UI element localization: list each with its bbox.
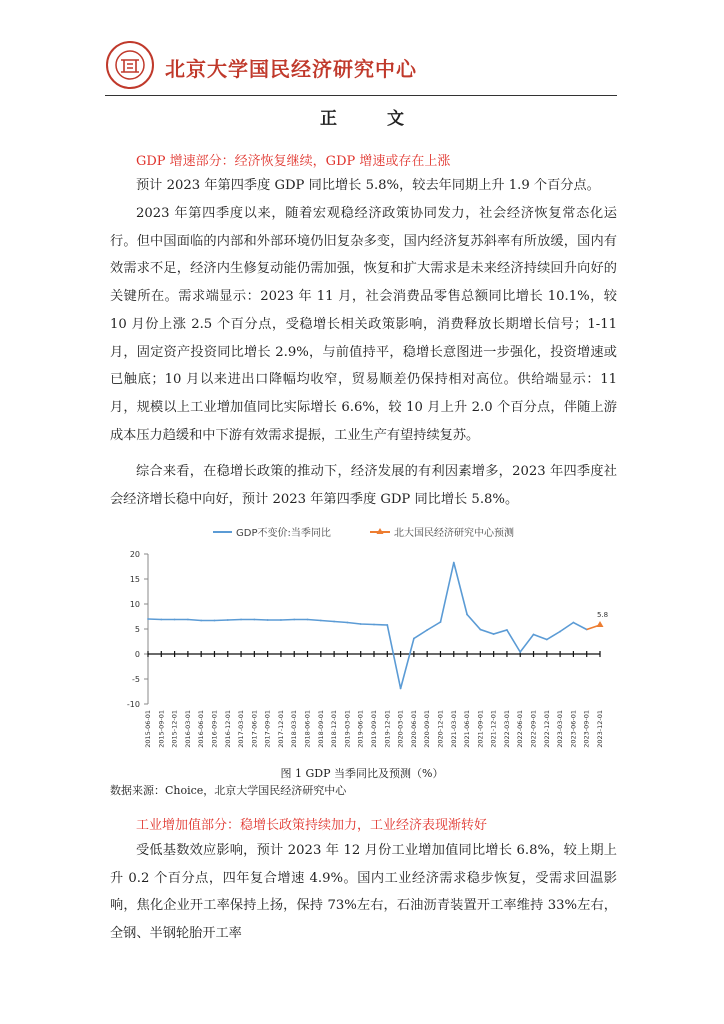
series-actual-point bbox=[293, 619, 295, 621]
x-tick-label: 2017-12-01 bbox=[276, 710, 285, 748]
gdp-chart bbox=[108, 518, 618, 768]
header-divider bbox=[105, 95, 617, 96]
series-actual-point bbox=[386, 624, 388, 626]
series-actual-point bbox=[227, 619, 229, 621]
series-actual-point bbox=[466, 614, 468, 616]
x-tick-label: 2016-03-01 bbox=[183, 710, 192, 748]
brand-name: 北京大学国民经济研究中心 bbox=[165, 57, 417, 81]
paragraph-gdp-forecast: 预计 2023 年第四季度 GDP 同比增长 5.8%，较去年同期上升 1.9 个百分点。 bbox=[136, 178, 600, 193]
series-actual-point bbox=[307, 619, 309, 621]
x-tick-label: 2020-09-01 bbox=[423, 710, 432, 748]
forecast-data-label: 5.8 bbox=[597, 611, 609, 619]
series-actual-point bbox=[253, 619, 255, 621]
x-tick-label: 2017-06-01 bbox=[250, 710, 259, 748]
legend-forecast-label: 北大国民经济研究中心预测 bbox=[394, 528, 514, 539]
x-tick-label: 2017-03-01 bbox=[237, 710, 246, 748]
x-tick-label: 2016-06-01 bbox=[197, 710, 206, 748]
series-actual-point bbox=[506, 629, 508, 631]
x-tick-label: 2023-09-01 bbox=[582, 710, 591, 748]
x-tick-label: 2021-03-01 bbox=[449, 710, 458, 748]
series-actual-point bbox=[519, 651, 521, 653]
page-header bbox=[105, 36, 617, 96]
figure-caption: 图 1 GDP 当季同比及预测（%） bbox=[280, 767, 444, 780]
x-tick-label: 2016-09-01 bbox=[210, 710, 219, 748]
series-actual-point bbox=[559, 631, 561, 633]
series-actual-line bbox=[148, 563, 587, 689]
paragraph-gdp-analysis: 2023 年第四季度以来，随着宏观稳经济政策协同发力，社会经济恢复常态化运行。但中国面临的内部和外部环境仍旧复杂多变，国内经济复苏斜率有所放缓，国内有效需求不足，经济内生修复动能仍需加强，恢复和扩大需求是未来经济持续回升向好的关键所在。需求端显示：2023 年 11 月，社会消费品零售总额同比增长 10.1%，较 10 月份上涨 2.5 个百分点，受稳增长相关政策影响，消费释放长期增长信号；1-11 月，固定资产投资同比增长 2.9%，与前值持平，稳增长意图进一步强化，投资增速或已触底；10 月以来进出口降幅均收窄，贸易顺差仍保持相对高位。供给端显示：11 月，规模以上工业增加值同比实际增长 6.6%，较 10 月上升 2.0 个百分点，伴随上游成本压力趋缓和中下游有效需求提振，工业生产有望持续复苏。 bbox=[110, 206, 617, 443]
series-actual-point bbox=[479, 629, 481, 631]
legend-actual-label: GDP不变价:当季同比 bbox=[236, 528, 331, 539]
y-tick-label: 5 bbox=[134, 625, 140, 634]
y-tick-label: 10 bbox=[129, 600, 140, 609]
series-actual-point bbox=[360, 623, 362, 625]
x-tick-label: 2020-12-01 bbox=[436, 710, 445, 748]
chart-legend bbox=[213, 526, 514, 539]
series-actual-point bbox=[573, 622, 575, 624]
series-actual-point bbox=[493, 633, 495, 635]
x-tick-label: 2019-06-01 bbox=[356, 710, 365, 748]
x-tick-label: 2019-09-01 bbox=[370, 710, 378, 748]
x-tick-label: 2015-09-01 bbox=[157, 710, 166, 748]
x-tick-label: 2023-06-01 bbox=[569, 710, 578, 748]
x-tick-label: 2022-06-01 bbox=[516, 710, 525, 748]
series-actual-point bbox=[426, 629, 428, 631]
series-actual-point bbox=[147, 618, 149, 620]
series-actual-point bbox=[240, 619, 242, 621]
x-tick-label: 2022-12-01 bbox=[542, 710, 551, 748]
series-actual-point bbox=[400, 688, 402, 690]
x-tick-label: 2018-03-01 bbox=[290, 710, 299, 748]
y-tick-label: 15 bbox=[129, 575, 140, 584]
x-tick-label: 2018-09-01 bbox=[316, 710, 325, 748]
gdp-chart-svg bbox=[108, 518, 618, 768]
series-actual-point bbox=[440, 621, 442, 623]
x-tick-label: 2022-03-01 bbox=[502, 710, 511, 748]
series-actual-point bbox=[546, 639, 548, 641]
series-actual-point bbox=[320, 620, 322, 622]
x-tick-label: 2019-12-01 bbox=[383, 710, 392, 748]
x-tick-label: 2019-03-01 bbox=[343, 710, 352, 748]
series-actual-point bbox=[533, 634, 535, 636]
section-heading-industry: 工业增加值部分：稳增长政策持续加力，工业经济表现渐转好 bbox=[136, 818, 488, 833]
series-actual-point bbox=[453, 562, 455, 564]
series-actual-point bbox=[187, 619, 189, 621]
x-tick-label: 2020-06-01 bbox=[409, 710, 418, 748]
y-tick-label: -5 bbox=[132, 675, 140, 684]
paragraph-gdp-summary: 综合来看，在稳增长政策的推动下，经济发展的有利因素增多，2023 年四季度社会经济增长稳中向好，预计 2023 年第四季度 GDP 同比增长 5.8%。 bbox=[110, 464, 617, 507]
x-tick-label: 2021-12-01 bbox=[489, 710, 498, 748]
x-tick-label: 2020-03-01 bbox=[396, 710, 405, 748]
x-tick-label: 2015-12-01 bbox=[170, 710, 179, 748]
y-tick-label: 20 bbox=[129, 550, 140, 559]
y-tick-label: 0 bbox=[134, 650, 140, 659]
figure-source: 数据来源：Choice，北京大学国民经济研究中心 bbox=[110, 784, 347, 797]
x-tick-label: 2016-12-01 bbox=[223, 710, 232, 748]
series-actual-point bbox=[280, 619, 282, 621]
x-tick-label: 2021-09-01 bbox=[476, 710, 485, 748]
x-tick-label: 2017-09-01 bbox=[263, 710, 272, 748]
series-actual-point bbox=[200, 620, 202, 622]
forecast-marker bbox=[597, 621, 604, 627]
series-actual-point bbox=[347, 622, 349, 624]
x-tick-label: 2022-09-01 bbox=[529, 710, 538, 748]
section-heading-gdp: GDP 增速部分：经济恢复继续，GDP 增速或存在上涨 bbox=[136, 154, 451, 169]
series-actual-point bbox=[160, 619, 162, 621]
series-actual-point bbox=[267, 619, 269, 621]
x-tick-label: 2023-03-01 bbox=[556, 710, 565, 748]
peking-university-logo bbox=[105, 40, 155, 90]
series-actual-point bbox=[214, 620, 216, 622]
x-tick-label: 2018-12-01 bbox=[330, 710, 339, 748]
x-tick-label: 2018-06-01 bbox=[303, 710, 312, 748]
paragraph-industry: 受低基数效应影响，预计 2023 年 12 月份工业增加值同比增长 6.8%，较上期上升 0.2 个百分点，四年复合增速 4.9%。国内工业经济需求稳步恢复，受需求回温影响，焦化企业开工率保持上扬，保持 73%左右，石油沥青装置开工率维持 33%左右，全钢、半钢轮胎开工率 bbox=[110, 843, 617, 942]
series-actual-point bbox=[373, 624, 375, 626]
x-tick-label: 2023-12-01 bbox=[596, 710, 604, 748]
series-actual-point bbox=[333, 621, 335, 623]
x-tick-label: 2015-06-01 bbox=[144, 710, 152, 748]
series-actual-point bbox=[174, 619, 176, 621]
page-title: 正 文 bbox=[320, 109, 426, 129]
series-actual-point bbox=[413, 638, 415, 640]
y-tick-label: -10 bbox=[126, 700, 140, 709]
x-tick-label: 2021-06-01 bbox=[463, 710, 472, 748]
